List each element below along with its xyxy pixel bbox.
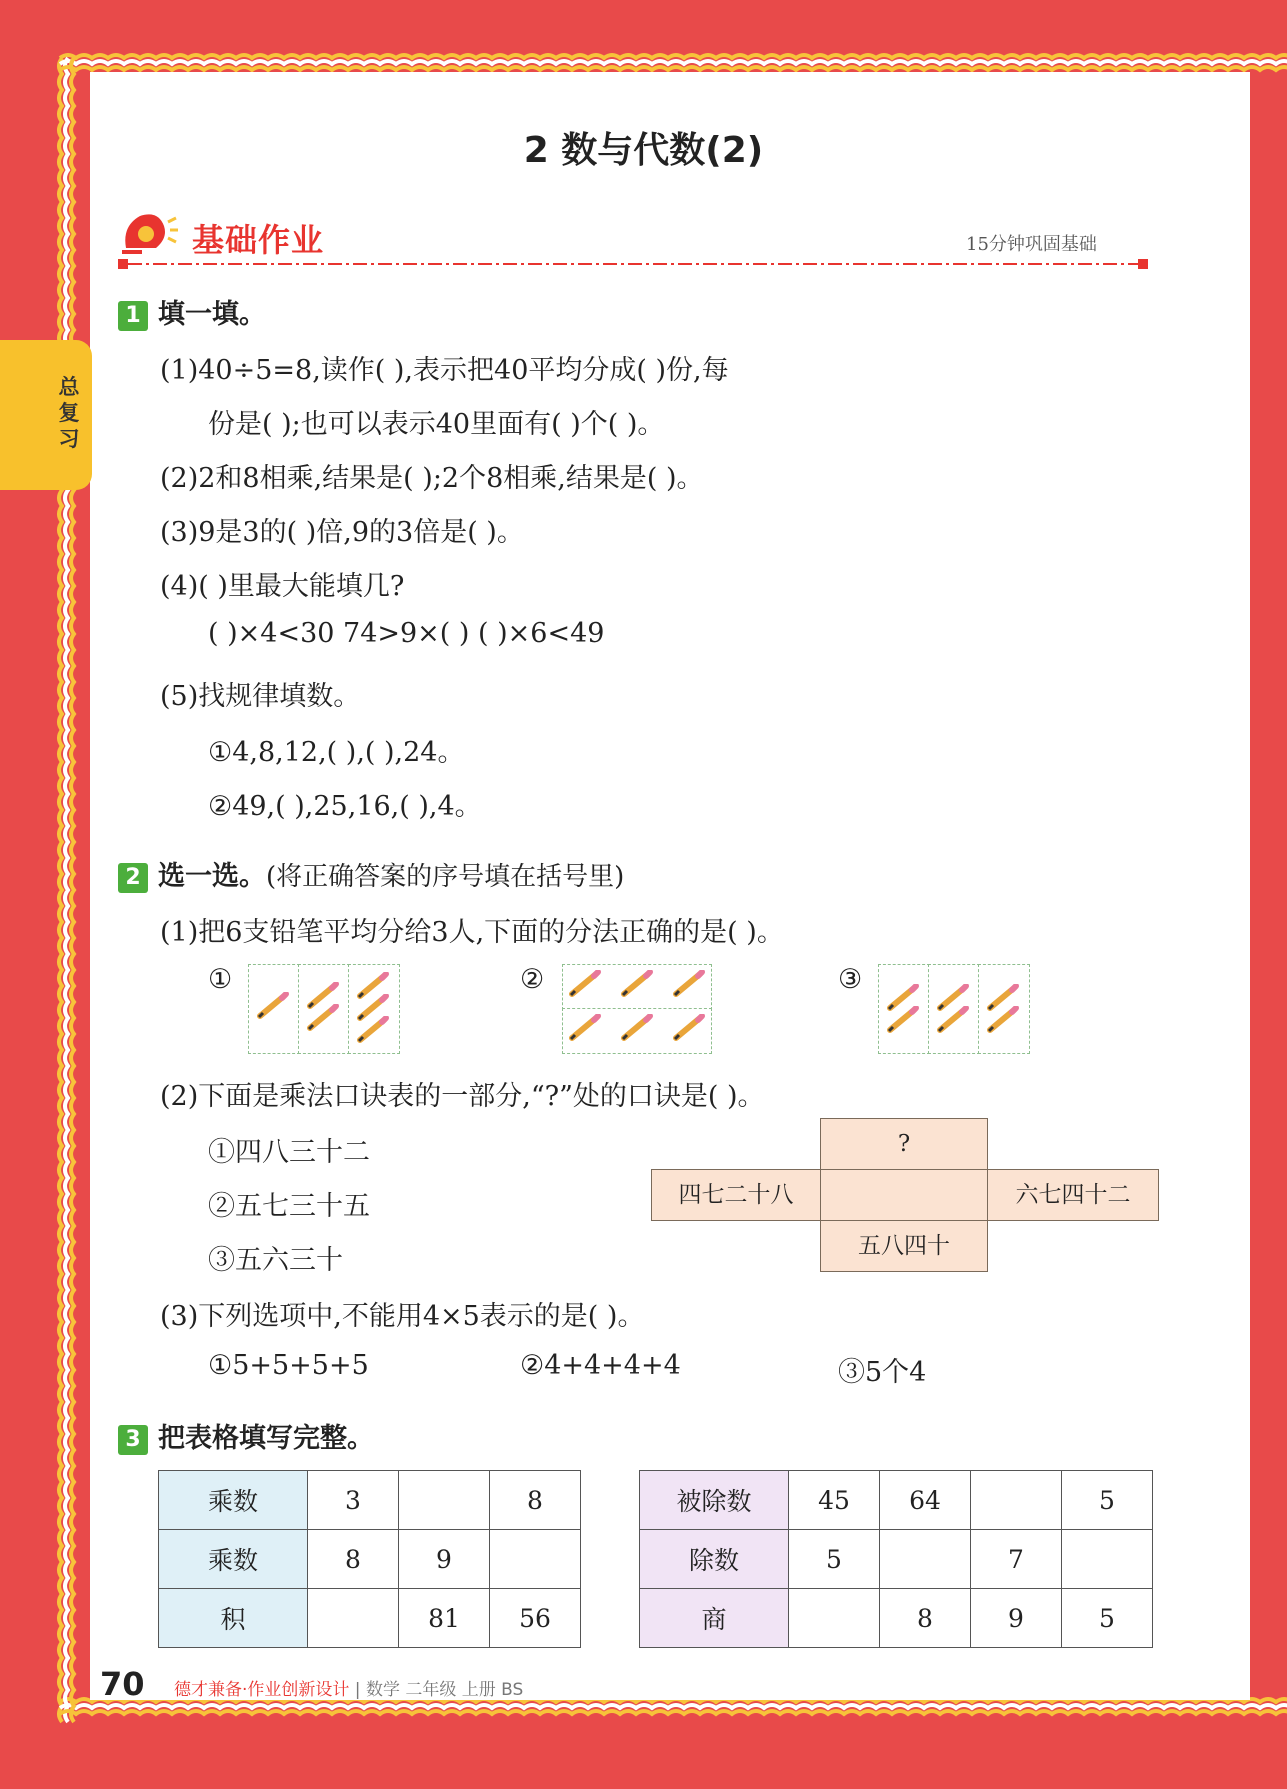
page-title: 2 数与代数(2) xyxy=(523,130,764,171)
div-cell xyxy=(971,1471,1062,1530)
div-cell: 5 xyxy=(1062,1471,1153,1530)
q1-heading xyxy=(118,292,266,331)
side-tab-label: 总复习 xyxy=(58,375,80,451)
div-cell: 8 xyxy=(880,1589,971,1648)
mul-cell xyxy=(308,1589,399,1648)
kouju-cell-right: 六七四十二 xyxy=(987,1169,1159,1221)
div-cell xyxy=(880,1530,971,1589)
mul-row-header: 乘数 xyxy=(159,1471,308,1530)
q2-part1-text: (1)把6支铅笔平均分给3人,下面的分法正确的是( )。 xyxy=(160,917,784,948)
q3-title: 把表格填写完整。 xyxy=(158,1423,374,1454)
q2-part3-option-1: ①5+5+5+5 xyxy=(208,1350,369,1381)
footer-meta: 数学 二年级 上册 BS xyxy=(365,1680,524,1700)
q1-line-8: ①4,8,12,( ),( ),24。 xyxy=(208,737,465,768)
footer-brand: 德才兼备·作业创新设计 xyxy=(174,1680,350,1700)
pencil-icon xyxy=(672,970,706,998)
div-row-header: 除数 xyxy=(640,1530,789,1589)
q2-option-3-label: ③ xyxy=(838,964,863,995)
div-cell: 7 xyxy=(971,1530,1062,1589)
q1-line-4: (3)9是3的( )倍,9的3倍是( )。 xyxy=(160,517,524,548)
div-cell: 5 xyxy=(1062,1589,1153,1648)
kouju-cell-top: ? xyxy=(820,1118,988,1170)
mul-cell: 81 xyxy=(399,1589,490,1648)
q1-line-5: (4)( )里最大能填几? xyxy=(160,571,405,602)
q2-part2-option-1: ①四八三十二 xyxy=(208,1137,370,1168)
q2-option-2-label: ② xyxy=(520,964,545,995)
q1-line-6: ( )×4<30 74>9×( ) ( )×6<49 xyxy=(208,618,605,649)
pencil-icon xyxy=(886,1006,920,1034)
division-table xyxy=(639,1470,1153,1648)
q3-number-badge: 3 xyxy=(118,1425,148,1455)
kouju-cell-left: 四七二十八 xyxy=(651,1169,821,1221)
q2-part2-option-2: ②五七三十五 xyxy=(208,1191,370,1222)
pencil-icon xyxy=(568,1014,602,1042)
pencil-icon xyxy=(672,1014,706,1042)
pencil-icon xyxy=(620,970,654,998)
mul-row-header: 乘数 xyxy=(159,1530,308,1589)
pencil-icon xyxy=(936,1006,970,1034)
side-tab xyxy=(0,340,92,490)
mul-row xyxy=(159,1530,581,1589)
div-cell xyxy=(1062,1530,1153,1589)
q2-heading xyxy=(118,854,624,893)
div-row xyxy=(640,1589,1153,1648)
mul-cell: 8 xyxy=(490,1471,581,1530)
q1-title: 填一填。 xyxy=(158,299,266,330)
mul-row-header: 积 xyxy=(159,1589,308,1648)
mul-row xyxy=(159,1589,581,1648)
kouju-cell-bottom: 五八四十 xyxy=(820,1220,988,1272)
q2-part2-text: (2)下面是乘法口诀表的一部分,“?”处的口诀是( )。 xyxy=(160,1081,765,1112)
div-cell: 45 xyxy=(789,1471,880,1530)
bell-lamp-icon xyxy=(118,208,180,260)
q2-note: (将正确答案的序号填在括号里) xyxy=(266,862,625,892)
q1-line-1: (1)40÷5=8,读作( ),表示把40平均分成( )份,每 xyxy=(160,355,729,386)
kouju-cell-center xyxy=(820,1169,988,1221)
div-cell: 9 xyxy=(971,1589,1062,1648)
div-cell xyxy=(789,1589,880,1648)
section-title: 基础作业 xyxy=(192,221,325,259)
pencil-icon xyxy=(256,992,290,1020)
q1-line-7: (5)找规律填数。 xyxy=(160,681,361,712)
q2-part3-text: (3)下列选项中,不能用4×5表示的是( )。 xyxy=(160,1301,645,1332)
div-cell: 64 xyxy=(880,1471,971,1530)
q3-heading xyxy=(118,1416,374,1455)
div-row xyxy=(640,1530,1153,1589)
div-cell: 5 xyxy=(789,1530,880,1589)
mul-cell: 56 xyxy=(490,1589,581,1648)
mul-cell xyxy=(399,1471,490,1530)
q1-line-9: ②49,( ),25,16,( ),4。 xyxy=(208,791,482,822)
q1-line-2: 份是( );也可以表示40里面有( )个( )。 xyxy=(208,409,665,440)
pencil-icon xyxy=(568,970,602,998)
mul-cell: 9 xyxy=(399,1530,490,1589)
q2-number-badge: 2 xyxy=(118,863,148,893)
mul-cell xyxy=(490,1530,581,1589)
pencil-icon xyxy=(620,1014,654,1042)
q1-number-badge: 1 xyxy=(118,301,148,331)
div-row-header: 商 xyxy=(640,1589,789,1648)
mul-cell: 8 xyxy=(308,1530,399,1589)
section-divider xyxy=(118,258,1158,270)
q2-part3-option-2: ②4+4+4+4 xyxy=(520,1350,681,1381)
q2-option-1-label: ① xyxy=(208,964,233,995)
q2-title: 选一选。 xyxy=(158,861,266,892)
pencil-icon xyxy=(306,1004,340,1032)
mul-cell: 3 xyxy=(308,1471,399,1530)
pencil-icon xyxy=(356,1016,390,1044)
q1-line-3: (2)2和8相乘,结果是( );2个8相乘,结果是( )。 xyxy=(160,463,704,494)
div-row-header: 被除数 xyxy=(640,1471,789,1530)
section-subtitle: 15分钟巩固基础 xyxy=(966,234,1097,255)
div-row xyxy=(640,1471,1153,1530)
q2-part2-option-3: ③五六三十 xyxy=(208,1245,343,1276)
pencil-icon xyxy=(986,1006,1020,1034)
footer-text: 德才兼备·作业创新设计 | 数学 二年级 上册 BS xyxy=(174,1680,524,1700)
multiplication-table xyxy=(158,1470,581,1648)
page-number: 70 xyxy=(100,1665,145,1703)
mul-row xyxy=(159,1471,581,1530)
q2-part3-option-3: ③5个4 xyxy=(838,1357,927,1388)
